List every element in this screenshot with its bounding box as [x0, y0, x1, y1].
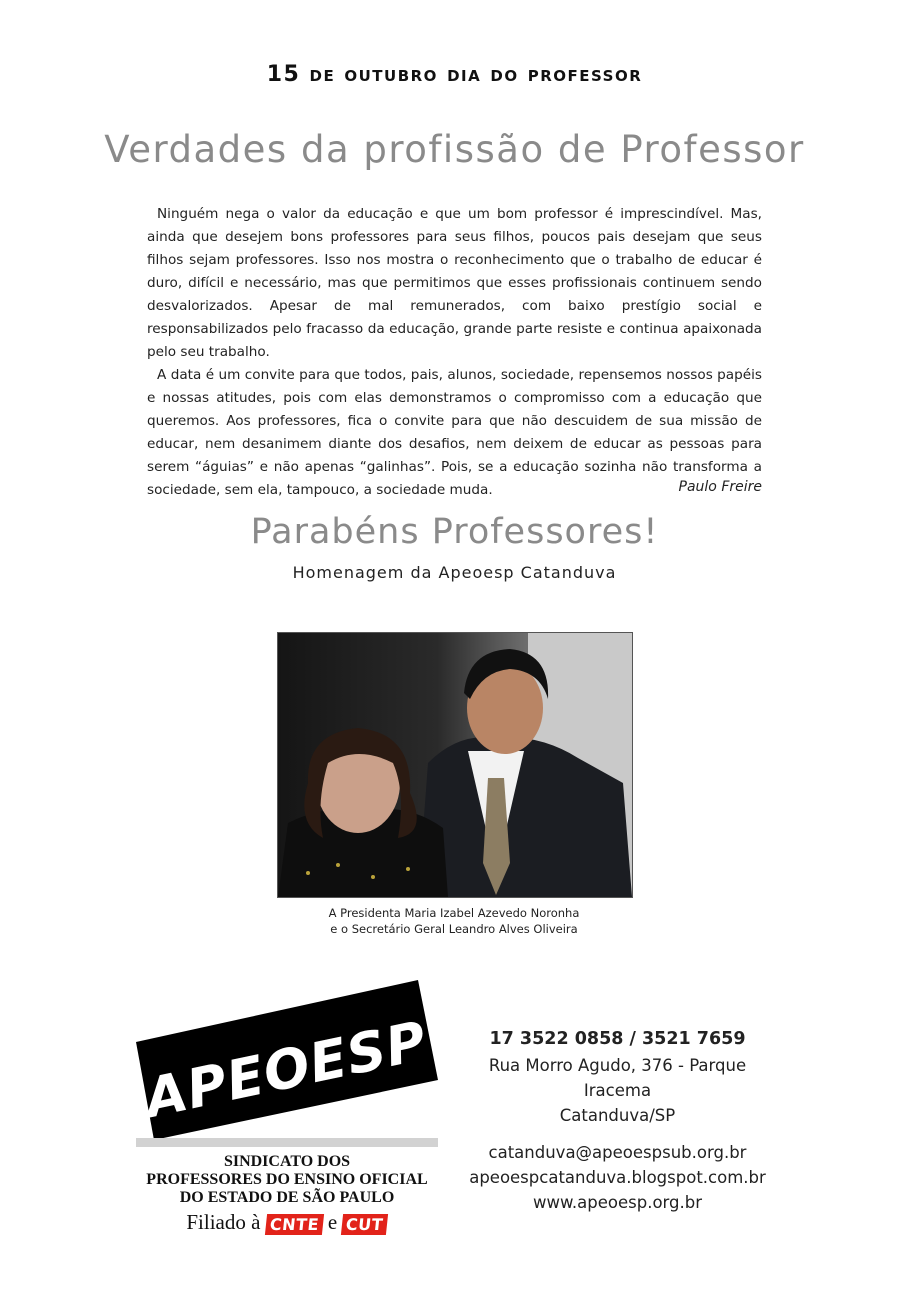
union-line-2: PROFESSORES DO ENSINO OFICIAL [146, 1171, 428, 1188]
union-line-1: SINDICATO DOS [223, 1153, 351, 1170]
contact-email: catanduva@apeoespsub.org.br [488, 1143, 747, 1162]
caption-line-2: e o Secretário Geral Leandro Alves Oliveira [330, 922, 578, 936]
honorees-photo [277, 632, 633, 898]
article-paragraph-2: A data é um convite para que todos, pais, alunos, sociedade, repensemos nossos papéis e nossas atitudes, pois com elas demonstramos o compromisso com a educação que queremos. Aos professores, fica o convite para que não descuidem de sua missão de educar, nem desanimem diante dos desafios, nem deixem de educar as pessoas para serem “águias” e não apenas “galinhas”. Pois, se a educação sozinha não transforma a sociedade, sem ela, tampouco, a sociedade muda. [147, 367, 762, 498]
cnte-badge: CNTE [265, 1214, 324, 1235]
contact-website: www.apeoesp.org.br [532, 1193, 703, 1212]
contact-phone: 17 3522 0858 / 3521 7659 [489, 1029, 746, 1049]
main-heading: Verdades da profissão de Professor [104, 128, 805, 171]
photo-caption [277, 905, 631, 937]
apeoesp-logo [136, 980, 438, 1140]
logo-underline [136, 1138, 438, 1147]
top-title: 15 de outubro dia do professor [266, 62, 643, 87]
contact-address-1: Rua Morro Agudo, 376 - Parque Iracema [488, 1056, 747, 1100]
contact-block [455, 1025, 780, 1215]
homage-subtitle: Homenagem da Apeoesp Catanduva [292, 563, 617, 582]
logo-graphic [136, 980, 438, 1140]
contact-blog: apeoespcatanduva.blogspot.com.br [469, 1168, 766, 1187]
union-name [120, 1153, 454, 1207]
caption-line-1: A Presidenta Maria Izabel Azevedo Noronha [328, 906, 580, 920]
affiliation-conjunction: e [327, 1210, 338, 1234]
logo-wordmark: APEOESP [139, 1009, 433, 1131]
contact-address-2: Catanduva/SP [559, 1106, 676, 1125]
article-body [147, 203, 762, 502]
affiliation-prefix: Filiado à [186, 1210, 261, 1234]
article-author: Paulo Freire [678, 479, 762, 495]
photo-illustration [278, 633, 632, 897]
article-paragraph-1: Ninguém nega o valor da educação e que um bom professor é imprescindível. Mas, ainda que desejem bons professores para seus filhos, poucos pais desejam que seus filhos sejam professores. Isso nos mostra o reconhecimento que o trabalho de educar é duro, difícil e necessário, mas que permitimos que esses profissionais continuem sendo desvalorizados. Apesar de mal remunerados, com baixo prestígio social e responsabilizados pelo fracasso da educação, grande parte resiste e continua apaixonada pelo seu trabalho. [147, 206, 762, 360]
union-line-3: DO ESTADO DE SÃO PAULO [179, 1189, 395, 1206]
cut-badge: CUT [341, 1214, 388, 1235]
affiliation-line [120, 1210, 454, 1235]
congrats-heading: Parabéns Professores! [250, 512, 659, 552]
